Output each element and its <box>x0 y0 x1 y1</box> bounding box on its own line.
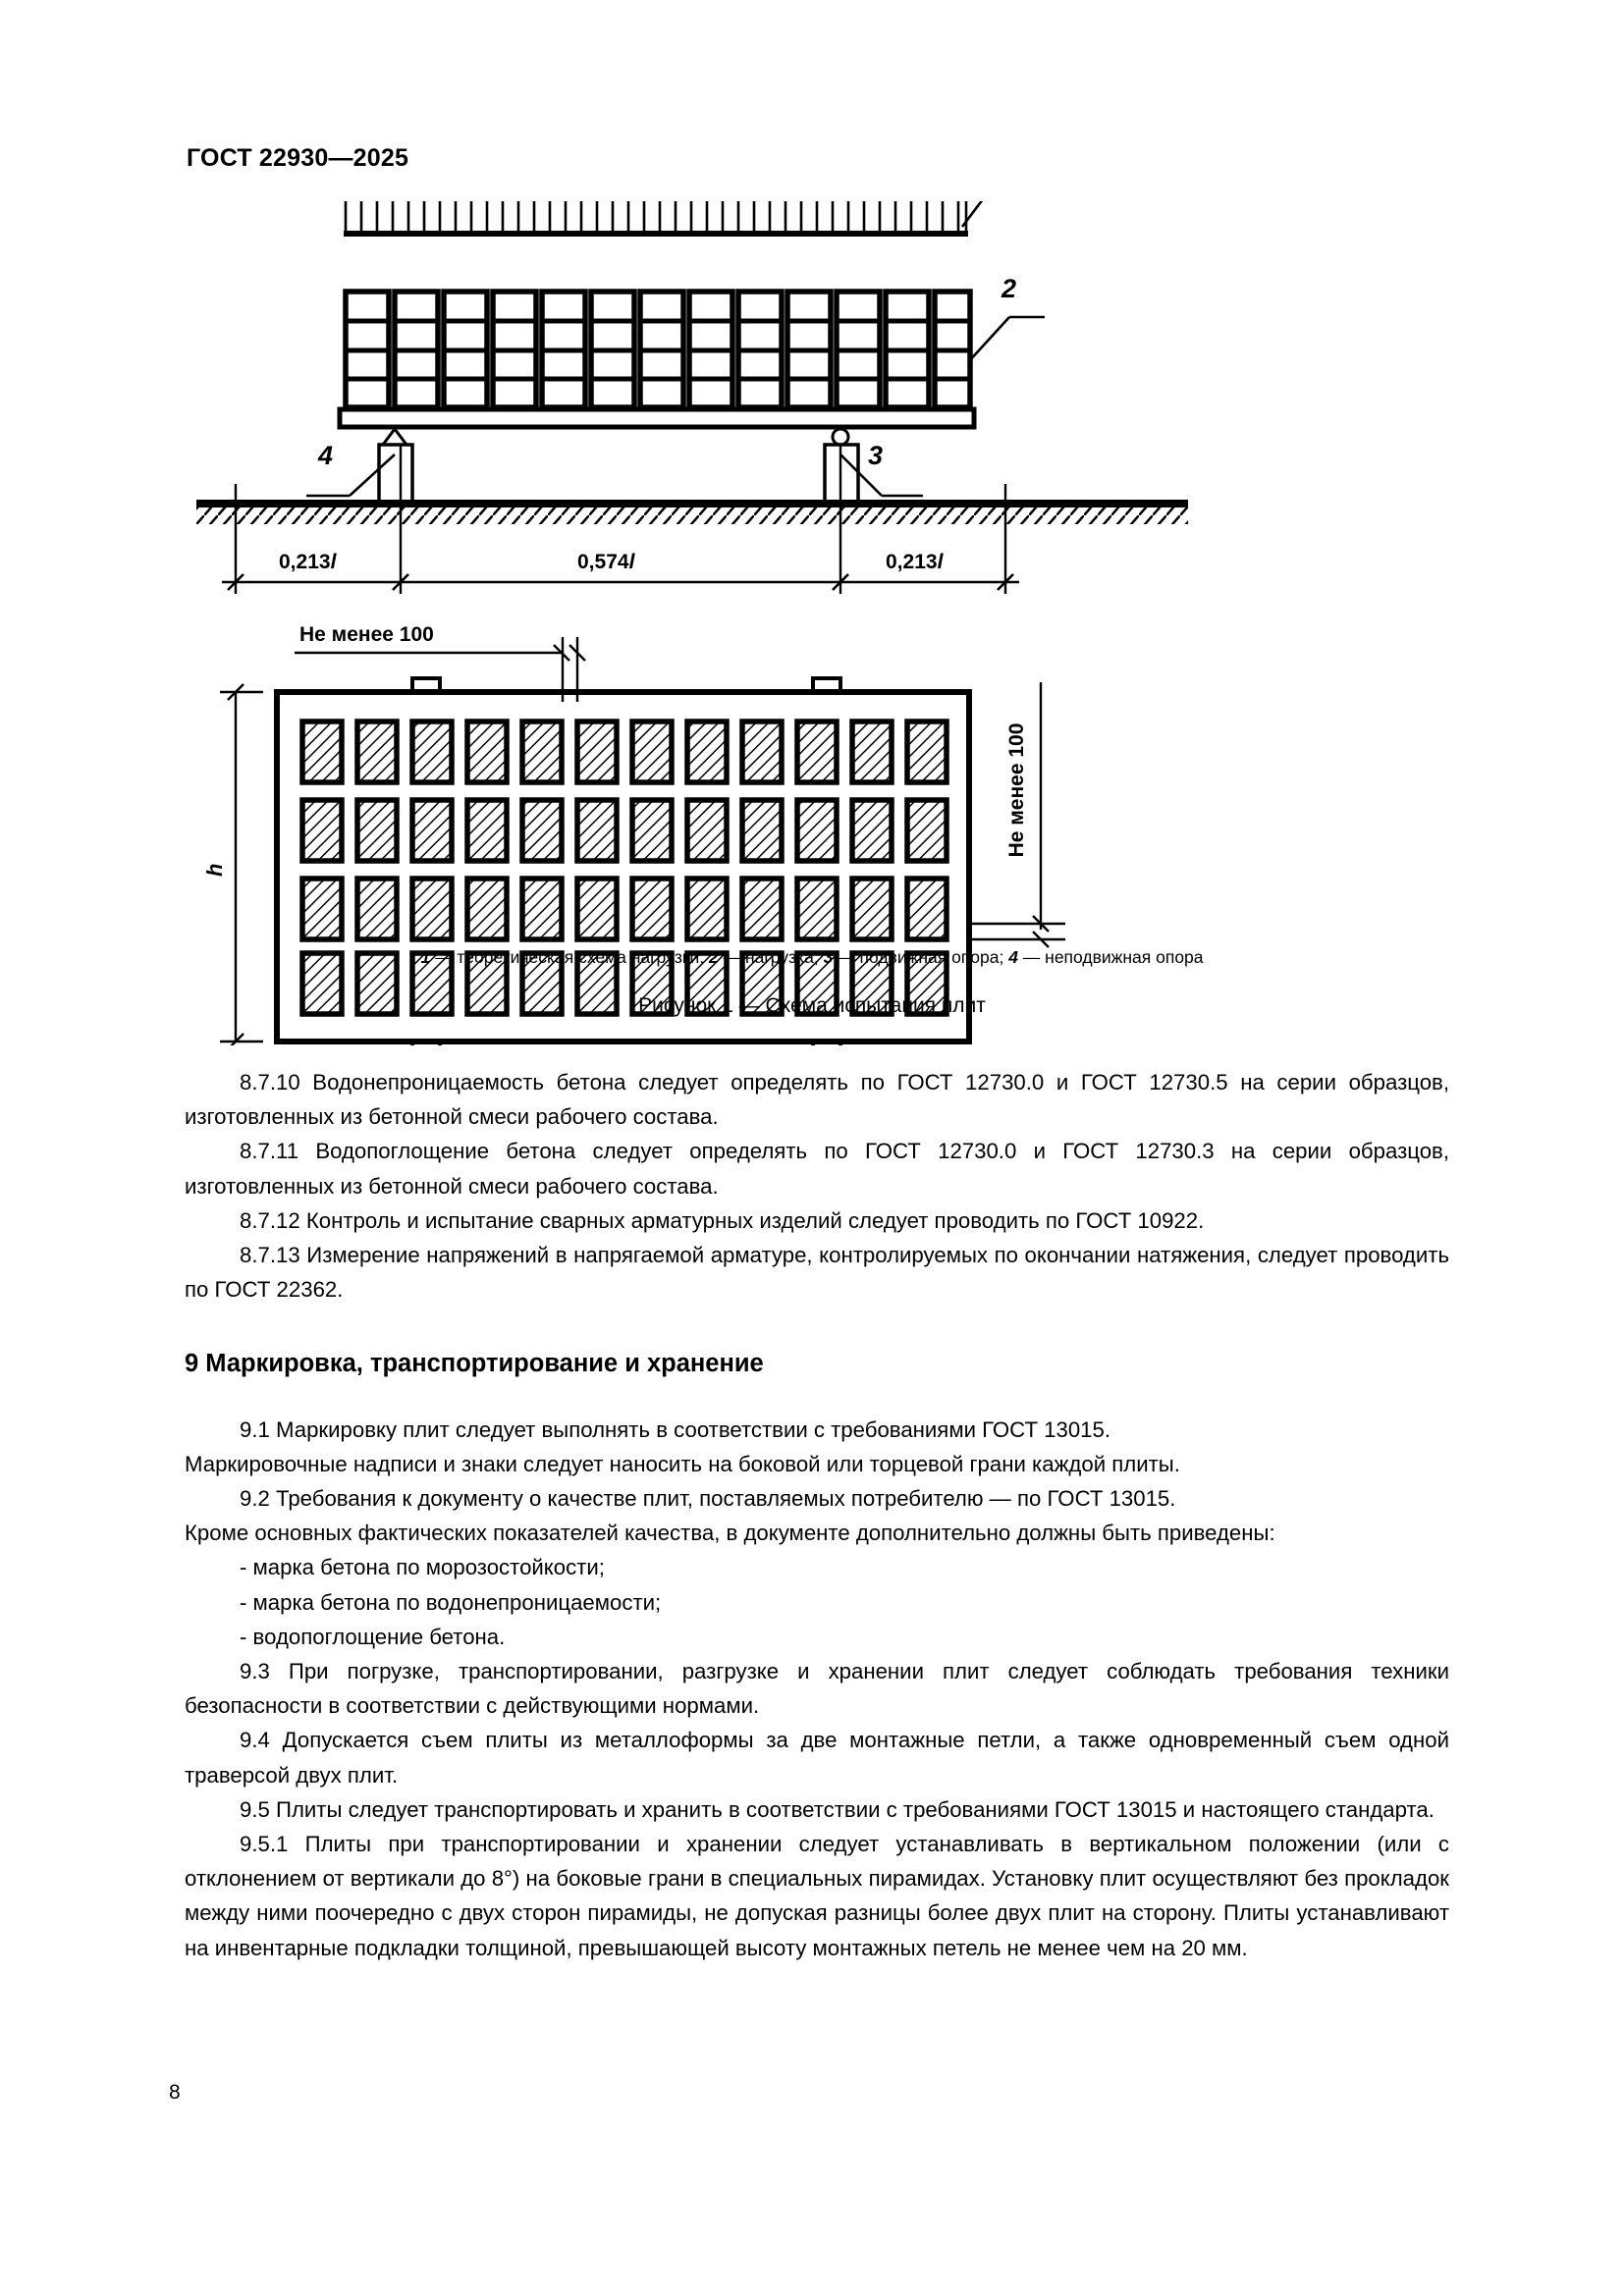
note-top-min-100: Не менее 100 <box>299 623 434 646</box>
figure-1-caption: Рисунок 1 — Схема испытания плит <box>638 994 986 1017</box>
applied-load-diagram <box>340 274 1045 427</box>
clause-9-5: 9.5 Плиты следует транспортировать и хранить в соответствии с требованиями ГОСТ 13015 и настоящего стандарта. <box>240 1796 1435 1822</box>
clause-9-4: 9.4 Допускается съем плиты из металлоформы за две монтажные петли, а также одновременный съем одной траверсой двух плит. <box>185 1728 1449 1788</box>
legend-num-4: 4 <box>1008 947 1018 967</box>
clause-8-7-10: 8.7.10 Водонепроницаемость бетона следует определять по ГОСТ 12730.0 и ГОСТ 12730.5 на серии образцов, изготовленных из бетонной смеси рабочего состава. <box>185 1070 1449 1130</box>
clause-9-2-first: 9.2 Требования к документу о качестве плит, поставляемых потребителю — по ГОСТ 13015. <box>240 1486 1176 1512</box>
dimension-height-h: h <box>202 863 227 877</box>
clause-9-3: 9.3 При погрузке, транспортировании, разгрузке и хранении плит следует соблюдать требования техники безопасности в соответствии с действующими нормами. <box>185 1659 1449 1719</box>
clause-9-2-second: Кроме основных фактических показателей качества, в документе дополнительно должны быть приведены: <box>185 1521 1275 1546</box>
body-text-block <box>185 1065 1449 1965</box>
legend-text-1: — теоретическая схема нагрузки; <box>430 947 710 967</box>
dimension-left: 0,213l <box>279 551 337 573</box>
clause-9-5-1: 9.5.1 Плиты при транспортировании и хранении следует устанавливать в вертикальном положении (или с отклонением от вертикали до 8°) на боковые грани в специальных пирамидах. Установку плит осуществляют без прокладок между ними поочередно с двух сторон пирамиды, не допуская разницы более двух плит на сторону. Плиты устанавливают на инвентарные подкладки толщиной, превышающей высоту монтажных петель не менее чем на 20 мм. <box>185 1832 1449 1960</box>
page-header-standard-number: ГОСТ 22930—2025 <box>187 144 409 172</box>
figure-callout-2: 2 <box>1001 274 1017 303</box>
spacer-before-heading <box>185 1307 1449 1347</box>
figure-1-legend <box>0 947 1624 968</box>
spacer-after-heading <box>185 1382 1449 1413</box>
clause-8-7-12: 8.7.12 Контроль и испытание сварных арматурных изделий следует проводить по ГОСТ 10922. <box>240 1207 1205 1233</box>
clause-9-1-first: 9.1 Маркировку плит следует выполнять в соответствии с требованиями ГОСТ 13015. <box>240 1416 1111 1442</box>
section-heading-9: 9 Маркировка, транспортирование и хранение <box>185 1350 764 1378</box>
dimension-middle: 0,574l <box>577 551 635 573</box>
theoretical-load-diagram <box>344 201 1027 237</box>
legend-num-3: 3 <box>823 947 834 967</box>
legend-text-3: — подвижная опора; <box>833 947 1009 967</box>
list-item-water-tightness: - марка бетона по водонепроницаемости; <box>240 1589 662 1615</box>
figure-1-drawing <box>177 201 1453 1045</box>
dimension-right: 0,213l <box>886 551 944 573</box>
plan-view-slab <box>202 623 1065 1045</box>
figure-1-test-scheme <box>177 201 1453 1036</box>
load-block-grid <box>302 721 947 1014</box>
list-item-water-absorption: - водопоглощение бетона. <box>240 1624 506 1649</box>
list-item-frost-resistance: - марка бетона по морозостойкости; <box>240 1555 605 1580</box>
legend-num-1: 1 <box>420 947 431 967</box>
legend-num-2: 2 <box>709 947 719 967</box>
page-number: 8 <box>169 2081 181 2104</box>
legend-text-2: — нагрузка; <box>718 947 824 967</box>
clause-8-7-11: 8.7.11 Водопоглощение бетона следует определять по ГОСТ 12730.0 и ГОСТ 12730.3 на серии образцов, изготовленных из бетонной смеси рабочего состава. <box>185 1139 1449 1199</box>
clause-8-7-13: 8.7.13 Измерение напряжений в напрягаемой арматуре, контролируемых по окончании натяжения, следует проводить по ГОСТ 22362. <box>185 1243 1449 1303</box>
clause-9-1-second: Маркировочные надписи и знаки следует наносить на боковой или торцевой грани каждой плиты. <box>185 1451 1180 1476</box>
figure-callout-4: 4 <box>318 441 334 470</box>
figure-callout-3: 3 <box>868 441 884 470</box>
legend-text-4: — неподвижная опора <box>1017 947 1204 967</box>
note-right-min-100: Не менее 100 <box>1005 722 1028 858</box>
supports-and-ground <box>196 429 1188 594</box>
